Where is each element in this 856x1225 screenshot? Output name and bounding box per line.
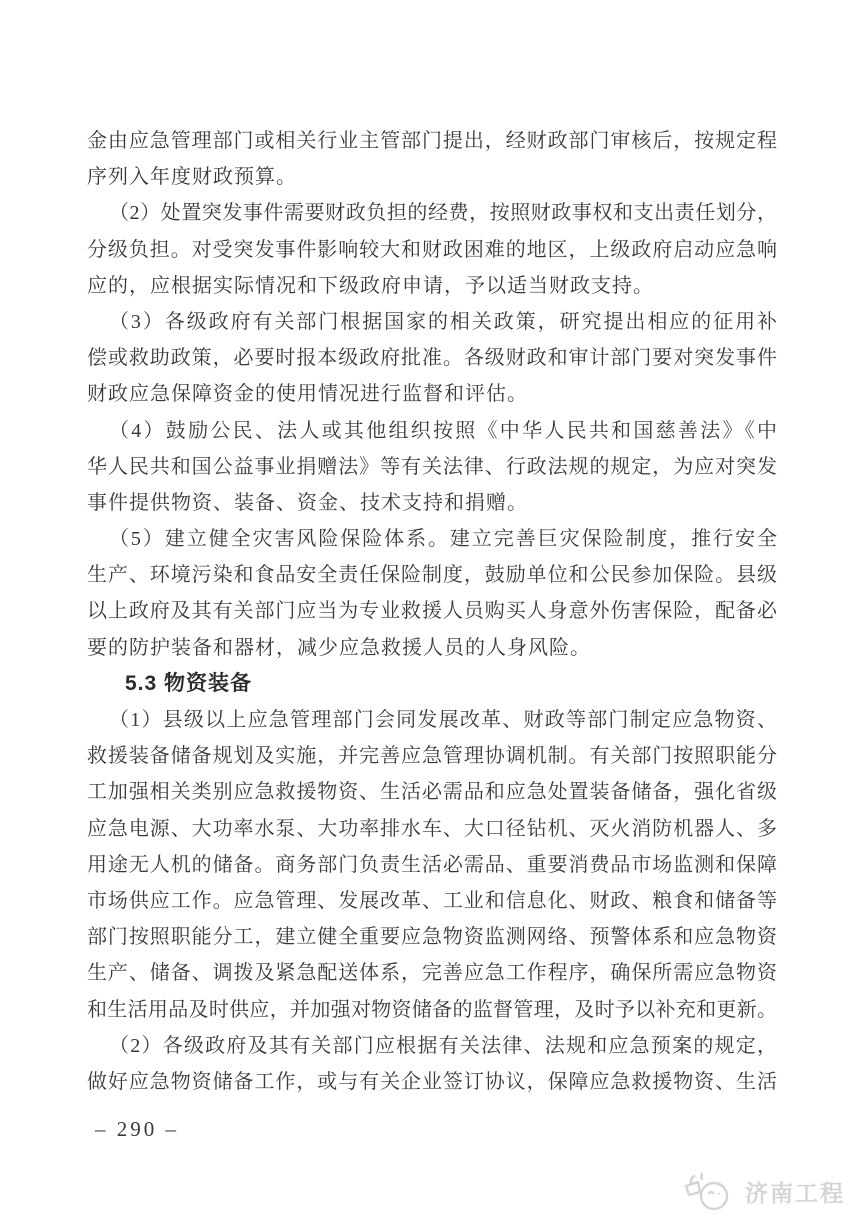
watermark-logo [682,1172,845,1214]
text-line: 以上政府及其有关部门应当为专业救援人员购买人身意外伤害保险，配备必 [87,600,777,623]
text-line: （2）各级政府及其有关部门应根据有关法律、法规和应急预案的规定， [109,1034,777,1057]
text-line: （2）处置突发事件需要财政负担的经费，按照财政事权和支出责任划分， [109,202,777,225]
text-line: （5）建立健全灾害风险保险体系。建立完善巨灾保险制度，推行安全 [109,528,777,551]
text-line: （1）县级以上应急管理部门会同发展改革、财政等部门制定应急物资、 [109,709,777,731]
text-line: 做好应急物资储备工作，或与有关企业签订协议，保障应急救援物资、生活 [87,1070,777,1093]
megaphone-icon [682,1172,738,1214]
text-line: 华人民共和国公益事业捐赠法》等有关法律、行政法规的规定，为应对突发 [87,455,777,478]
text-line: 应急电源、大功率水泵、大功率排水车、大口径钻机、灭火消防机器人、多 [87,817,777,840]
text-line: 要的防护装备和器材，减少应急救援人员的人身风险。 [87,636,591,659]
text-line: 事件提供物资、装备、资金、技术支持和捐赠。 [87,491,528,514]
text-line: 财政应急保障资金的使用情况进行监督和评估。 [87,383,528,406]
text-line: 市场供应工作。应急管理、发展改革、工业和信息化、财政、粮食和储备等 [87,889,777,912]
text-line: 工加强相关类别应急救援物资、生活必需品和应急处置装备储备，强化省级 [87,781,777,804]
text-line: 金由应急管理部门或相关行业主管部门提出，经财政部门审核后，按规定程 [87,130,777,152]
text-line: 分级负担。对受突发事件影响较大和财政困难的地区，上级政府启动应急响 [87,238,777,261]
text-line: （4）鼓励公民、法人或其他组织按照《中华人民共和国慈善法》《中 [109,419,777,442]
text-line: 偿或救助政策，必要时报本级政府批准。各级财政和审计部门要对突发事件 [87,347,777,370]
page-number: – 290 – [95,1117,179,1141]
text-line: 生产、环境污染和食品安全责任保险制度，鼓励单位和公民参加保险。县级 [87,564,777,587]
section-heading: 5.3 物资装备 [125,671,253,695]
text-line: 生产、储备、调拨及紧急配送体系，完善应急工作程序，确保所需应急物资 [87,962,777,985]
text-line: 序列入年度财政预算。 [87,166,297,189]
text-line: 救援装备储备规划及实施，并完善应急管理协调机制。有关部门按照职能分 [87,745,777,768]
text-line: 用途无人机的储备。商务部门负责生活必需品、重要消费品市场监测和保障 [87,853,777,876]
text-line: 应的，应根据实际情况和下级政府申请，予以适当财政支持。 [87,274,654,297]
text-line: 和生活用品及时供应，并加强对物资储备的监督管理，及时予以补充和更新。 [87,998,777,1021]
watermark-label: 济南工程 [745,1180,845,1206]
text-line: （3）各级政府有关部门根据国家的相关政策，研究提出相应的征用补 [109,310,777,333]
text-line: 部门按照职能分工，建立健全重要应急物资监测网络、预警体系和应急物资 [87,926,777,949]
page-body-text [87,123,777,1100]
